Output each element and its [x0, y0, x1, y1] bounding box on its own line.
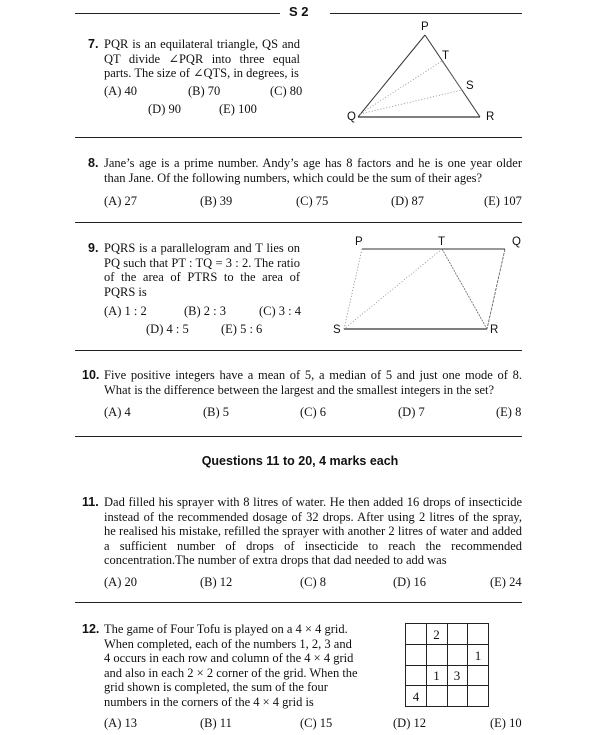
question-stem: Dad filled his sprayer with 8 litres of water. He then added 16 drops of insecticide instead of the recommended dosage of 32 drops. After using 2 litres of the spray, he realised his mistake, refilled the sprayer with another 2 litres of water and added a sufficient number of drops of insecticide to reach the recommended concentration.The number of extra drops that dad needed to add was [104, 495, 522, 567]
question-number: 12. [82, 622, 100, 636]
label-p: P [355, 236, 363, 248]
label-t: T [438, 236, 446, 248]
option-c[interactable]: (C) 75 [296, 194, 329, 208]
grid-cell [406, 665, 427, 686]
question-number: 9. [88, 241, 99, 255]
option-e[interactable]: (E) 5 : 6 [221, 322, 263, 336]
option-a[interactable]: (A) 4 [104, 405, 131, 419]
grid-cell [427, 686, 448, 707]
label-p: P [421, 21, 429, 33]
label-s: S [466, 80, 474, 92]
option-d[interactable]: (D) 90 [148, 102, 181, 116]
question-number: 10. [82, 368, 100, 382]
label-q: Q [347, 111, 356, 123]
option-d[interactable]: (D) 12 [393, 716, 426, 730]
option-d[interactable]: (D) 7 [398, 405, 425, 419]
label-r: R [486, 111, 495, 123]
question-stem: Five positive integers have a mean of 5, a median of 5 and just one mode of 8. What is the difference between the largest and the smallest integers in the set? [104, 368, 522, 397]
option-e[interactable]: (E) 24 [490, 575, 522, 589]
option-c[interactable]: (C) 8 [300, 575, 327, 589]
option-c[interactable]: (C) 3 : 4 [259, 304, 302, 318]
four-tofu-grid [405, 623, 489, 707]
grid-cell: 1 [427, 665, 448, 686]
grid-cell [406, 645, 427, 666]
option-a[interactable]: (A) 20 [104, 575, 137, 589]
question-stem: Jane’s age is a prime number. Andy’s age has 8 factors and he is one year older than Jane. Of the following numbers, which could be the sum of their ages? [104, 156, 522, 185]
option-b[interactable]: (B) 70 [188, 84, 221, 98]
question-stem: PQRS is a parallelogram and T lies on PQ such that PT : TQ = 3 : 2. The ratio of the area of PTRS to the area of PQRS is [104, 241, 300, 299]
parallelogram-diagram [340, 240, 520, 335]
option-c[interactable]: (C) 6 [300, 405, 327, 419]
option-e[interactable]: (E) 107 [484, 194, 522, 208]
grid-cell [447, 624, 468, 645]
grid-cell: 1 [468, 645, 489, 666]
option-a[interactable]: (A) 27 [104, 194, 137, 208]
section-heading: Questions 11 to 20, 4 marks each [201, 454, 399, 468]
option-c[interactable]: (C) 80 [270, 84, 303, 98]
question-number: 7. [88, 37, 99, 51]
grid-cell [468, 665, 489, 686]
option-c[interactable]: (C) 15 [300, 716, 333, 730]
grid-cell [427, 645, 448, 666]
option-b[interactable]: (B) 39 [200, 194, 233, 208]
grid-cell [447, 645, 468, 666]
option-a[interactable]: (A) 1 : 2 [104, 304, 147, 318]
option-a[interactable]: (A) 40 [104, 84, 137, 98]
label-t: T [442, 50, 450, 62]
option-b[interactable]: (B) 11 [200, 716, 232, 730]
option-b[interactable]: (B) 2 : 3 [184, 304, 227, 318]
option-d[interactable]: (D) 4 : 5 [146, 322, 189, 336]
label-s: S [333, 324, 341, 336]
option-a[interactable]: (A) 13 [104, 716, 137, 730]
question-stem: PQR is an equilateral triangle, QS and QT divide ∠PQR into three equal parts. The size of ∠QTS, in degrees, is [104, 37, 300, 80]
grid-cell [468, 686, 489, 707]
option-b[interactable]: (B) 5 [203, 405, 230, 419]
option-e[interactable]: (E) 8 [496, 405, 522, 419]
question-number: 8. [88, 156, 99, 170]
grid-cell [447, 686, 468, 707]
grid-cell: 3 [447, 665, 468, 686]
option-b[interactable]: (B) 12 [200, 575, 233, 589]
question-stem: The game of Four Tofu is played on a 4 × 4 grid. When completed, each of the numbers 1, 2, 3 and 4 occurs in each row and column of the 4 × 4 grid and also in each 2 × 2 corner of the grid. When the grid shown is completed, the sum of the four numbers in the corners of the 4 × 4 grid is [104, 622, 358, 709]
triangle-diagram [340, 18, 510, 130]
option-d[interactable]: (D) 87 [391, 194, 424, 208]
label-r: R [490, 324, 499, 336]
page-header: S 2 [289, 4, 309, 19]
option-d[interactable]: (D) 16 [393, 575, 426, 589]
question-number: 11. [82, 495, 99, 509]
grid-cell: 2 [427, 624, 448, 645]
grid-cell [468, 624, 489, 645]
option-e[interactable]: (E) 100 [219, 102, 257, 116]
option-e[interactable]: (E) 10 [490, 716, 522, 730]
grid-cell: 4 [406, 686, 427, 707]
label-q: Q [512, 236, 521, 248]
grid-cell [406, 624, 427, 645]
